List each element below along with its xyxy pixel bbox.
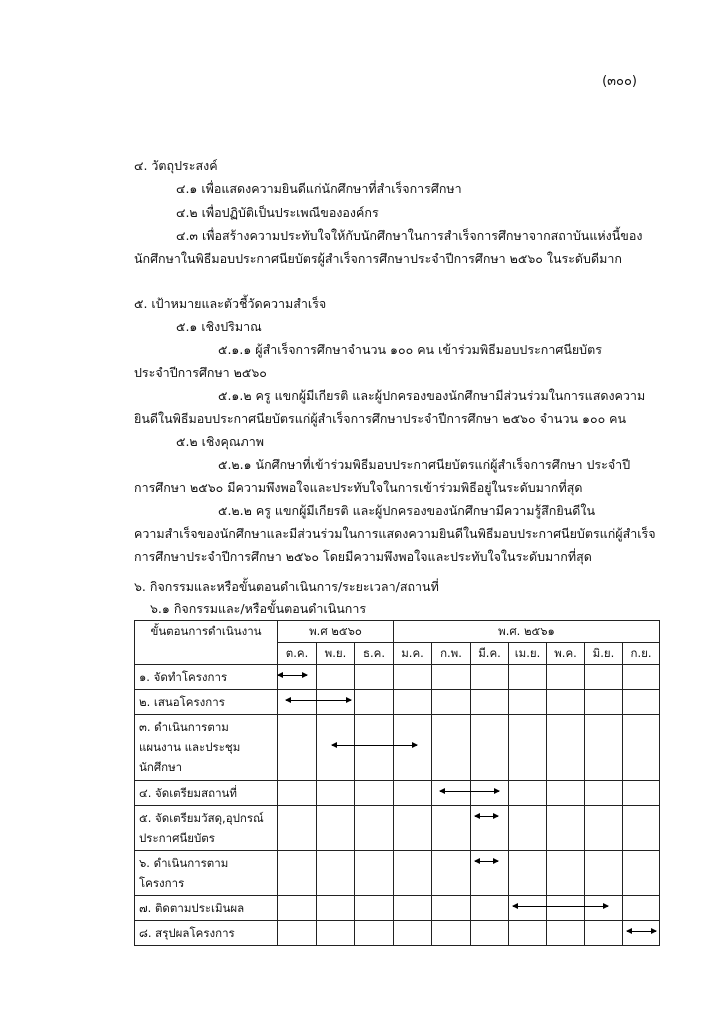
gantt-cell [547, 781, 585, 806]
gantt-task-label-line: โครงการ [139, 876, 185, 890]
gantt-cell [547, 690, 585, 715]
gantt-month-header: ต.ค. [278, 643, 317, 665]
gantt-cell [278, 896, 317, 921]
gantt-cell [547, 715, 585, 781]
gantt-cell [317, 781, 355, 806]
gantt-task-row [135, 851, 660, 896]
gantt-cell [355, 896, 394, 921]
objective-item-3-cont: นักศึกษาในพิธีมอบประกาศนียบัตรผู้สำเร็จการศึกษาประจำปีการศึกษา ๒๕๖๐ ในระดับดีมาก [134, 251, 622, 266]
gantt-task-row [135, 781, 660, 806]
gantt-cell [509, 690, 547, 715]
gantt-cell [355, 690, 394, 715]
gantt-cell [585, 781, 623, 806]
gantt-cell [623, 851, 660, 896]
gantt-task-label [135, 715, 278, 781]
gantt-cell [509, 896, 547, 921]
quantity-item-2-line1: ๕.๑.๒ ครู แขกผู้มีเกียรติ และผู้ปกครองของนักศึกษามีส่วนร่วมในการแสดงความ [218, 388, 646, 403]
quantity-item-1-line1: ๕.๑.๑ ผู้สำเร็จการศึกษาจำนวน ๑๐๐ คน เข้าร่วมพิธีมอบประกาศนียบัตร [218, 342, 602, 357]
gantt-month-header: เม.ย. [509, 643, 547, 665]
gantt-cell [509, 781, 547, 806]
gantt-cell [394, 896, 432, 921]
gantt-cell [623, 665, 660, 690]
gantt-task-label-line: ๔. จัดเตรียมสถานที่ [139, 786, 237, 800]
gantt-month-header: มิ.ย. [585, 643, 623, 665]
gantt-cell [432, 851, 471, 896]
gantt-cell [432, 806, 471, 851]
gantt-cell [471, 921, 509, 946]
gantt-task-label [135, 806, 278, 851]
gantt-cell [394, 851, 432, 896]
gantt-cell [547, 806, 585, 851]
gantt-cell [278, 665, 317, 690]
gantt-task-label [135, 781, 278, 806]
gantt-cell [547, 665, 585, 690]
gantt-cell [547, 896, 585, 921]
gantt-task-row [135, 690, 660, 715]
gantt-task-row [135, 715, 660, 781]
gantt-month-header: พ.ย. [317, 643, 355, 665]
gantt-arrow-bar [278, 675, 307, 676]
gantt-arrow-bar [286, 700, 351, 701]
gantt-arrow-bar [627, 931, 657, 932]
gantt-task-label-line: นักศึกษา [139, 760, 183, 774]
gantt-cell [471, 806, 509, 851]
page-number: (๓๐๐) [602, 74, 637, 89]
gantt-year-2560: พ.ศ ๒๕๖๐ [278, 621, 394, 643]
quantity-item-2-line2: ยินดีในพิธีมอบประกาศนียบัตรแก่ผู้สำเร็จการศึกษาประจำปีการศึกษา ๒๕๖๐ จำนวน ๑๐๐ คน [134, 411, 627, 426]
quality-item-1-line1: ๕.๒.๑ นักศึกษาที่เข้าร่วมพิธีมอบประกาศนียบัตรแก่ผู้สำเร็จการศึกษา ประจำปี [218, 457, 631, 472]
gantt-cell [432, 781, 471, 806]
gantt-cell [432, 690, 471, 715]
gantt-cell [623, 806, 660, 851]
gantt-arrow-bar [475, 816, 498, 817]
gantt-cell [547, 921, 585, 946]
gantt-task-row [135, 896, 660, 921]
quality-item-2-line2: ความสำเร็จของนักศึกษาและมีส่วนร่วมในการแสดงความยินดีในพิธีมอบประกาศนียบัตรแก่ผู้สำเร็จ [134, 526, 656, 541]
gantt-cell [355, 665, 394, 690]
gantt-cell [471, 781, 509, 806]
gantt-cell [317, 806, 355, 851]
gantt-task-label [135, 851, 278, 896]
gantt-cell [394, 806, 432, 851]
gantt-cell [471, 690, 509, 715]
quality-heading: ๕.๒ เชิงคุณภาพ [176, 434, 264, 449]
objective-item-1: ๔.๑ เพื่อแสดงความยินดีแก่นักศึกษาที่สำเร็จการศึกษา [176, 181, 462, 196]
gantt-cell [509, 715, 547, 781]
gantt-cell [355, 851, 394, 896]
gantt-cell [278, 715, 317, 781]
gantt-cell [432, 896, 471, 921]
gantt-cell [585, 806, 623, 851]
quality-item-2-line1: ๕.๒.๒ ครู แขกผู้มีเกียรติ และผู้ปกครองของนักศึกษามีความรู้สึกยินดีใน [218, 503, 596, 518]
gantt-cell [471, 665, 509, 690]
gantt-cell [278, 851, 317, 896]
gantt-cell [623, 781, 660, 806]
gantt-cell [355, 921, 394, 946]
gantt-cell [471, 896, 509, 921]
gantt-arrow-bar [332, 745, 417, 746]
gantt-task-label [135, 896, 278, 921]
gantt-cell [471, 715, 509, 781]
gantt-month-header: ธ.ค. [355, 643, 394, 665]
gantt-cell [278, 921, 317, 946]
gantt-month-header: พ.ค. [547, 643, 585, 665]
goals-heading: ๕. เป้าหมายและตัวชี้วัดความสำเร็จ [134, 296, 327, 311]
gantt-cell [394, 921, 432, 946]
activities-heading: ๖. กิจกรรมและหรือขั้นตอนดำเนินการ/ระยะเวลา/สถานที่ [134, 579, 439, 594]
gantt-task-label-line: ๓. ดำเนินการตาม [139, 720, 229, 734]
gantt-task-label-line: ๑. จัดทำโครงการ [139, 670, 228, 684]
quality-item-1-line2: การศึกษา ๒๕๖๐ มีความพึงพอใจและประทับใจในการเข้าร่วมพิธีอยู่ในระดับมากที่สุด [134, 480, 583, 495]
gantt-cell [623, 690, 660, 715]
gantt-arrow-bar [440, 791, 500, 792]
gantt-month-header: ก.ย. [623, 643, 660, 665]
gantt-col-header: ขั้นตอนการดำเนินงาน [135, 621, 278, 665]
gantt-task-label [135, 690, 278, 715]
objective-item-3: ๔.๓ เพื่อสร้างความประทับใจให้กับนักศึกษาในการสำเร็จการศึกษาจากสถาบันแห่งนี้ของ [176, 228, 643, 243]
gantt-cell [432, 921, 471, 946]
gantt-task-row [135, 921, 660, 946]
gantt-cell [317, 715, 355, 781]
gantt-task-label [135, 921, 278, 946]
gantt-cell [432, 715, 471, 781]
gantt-cell [585, 715, 623, 781]
gantt-cell [394, 690, 432, 715]
objective-item-2: ๔.๒ เพื่อปฏิบัติเป็นประเพณีขององค์กร [176, 205, 379, 220]
gantt-month-header: ก.พ. [432, 643, 471, 665]
gantt-year-2561: พ.ศ. ๒๕๖๑ [394, 621, 660, 643]
gantt-arrow-bar [475, 861, 498, 862]
activities-sub-heading: ๖.๑ กิจกรรมและ/หรือขั้นตอนดำเนินการ [150, 601, 367, 616]
gantt-cell [355, 781, 394, 806]
gantt-cell [509, 806, 547, 851]
gantt-cell [317, 921, 355, 946]
gantt-cell [585, 921, 623, 946]
gantt-cell [623, 896, 660, 921]
gantt-cell [278, 781, 317, 806]
gantt-table [134, 620, 660, 946]
gantt-cell [623, 921, 660, 946]
gantt-task-label-line: ๗. ติดตามประเมินผล [139, 901, 245, 915]
gantt-arrow-bar [513, 906, 608, 907]
quantity-heading: ๕.๑ เชิงปริมาณ [176, 319, 262, 334]
gantt-task-label-line: ประกาศนียบัตร [139, 831, 215, 845]
gantt-cell [317, 896, 355, 921]
gantt-task-label-line: ๘. สรุปผลโครงการ [139, 926, 235, 940]
gantt-cell [509, 851, 547, 896]
gantt-cell [585, 665, 623, 690]
gantt-task-row [135, 806, 660, 851]
gantt-cell [394, 781, 432, 806]
gantt-cell [509, 665, 547, 690]
gantt-cell [471, 851, 509, 896]
gantt-month-header: ม.ค. [394, 643, 432, 665]
gantt-task-label-line: ๖. ดำเนินการตาม [139, 856, 229, 870]
gantt-cell [585, 690, 623, 715]
gantt-cell [432, 665, 471, 690]
gantt-cell [547, 851, 585, 896]
gantt-task-label-line: ๒. เสนอโครงการ [139, 695, 225, 709]
gantt-task-label-line: ๕. จัดเตรียมวัสดุ,อุปกรณ์ [139, 811, 264, 825]
gantt-cell [394, 665, 432, 690]
gantt-task-label-line: แผนงาน และประชุม [139, 740, 241, 754]
objectives-heading: ๔. วัตถุประสงค์ [134, 158, 218, 173]
gantt-cell [585, 851, 623, 896]
gantt-cell [317, 665, 355, 690]
gantt-task-label [135, 665, 278, 690]
quantity-item-1-line2: ประจำปีการศึกษา ๒๕๖๐ [134, 365, 267, 380]
gantt-month-header: มี.ค. [471, 643, 509, 665]
gantt-cell [355, 715, 394, 781]
gantt-cell [623, 715, 660, 781]
gantt-cell [278, 690, 317, 715]
gantt-cell [278, 806, 317, 851]
quality-item-2-line3: การศึกษาประจำปีการศึกษา ๒๕๖๐ โดยมีความพึงพอใจและประทับใจในระดับมากที่สุด [134, 549, 592, 564]
gantt-cell [317, 851, 355, 896]
gantt-cell [509, 921, 547, 946]
gantt-task-row [135, 665, 660, 690]
gantt-cell [355, 806, 394, 851]
